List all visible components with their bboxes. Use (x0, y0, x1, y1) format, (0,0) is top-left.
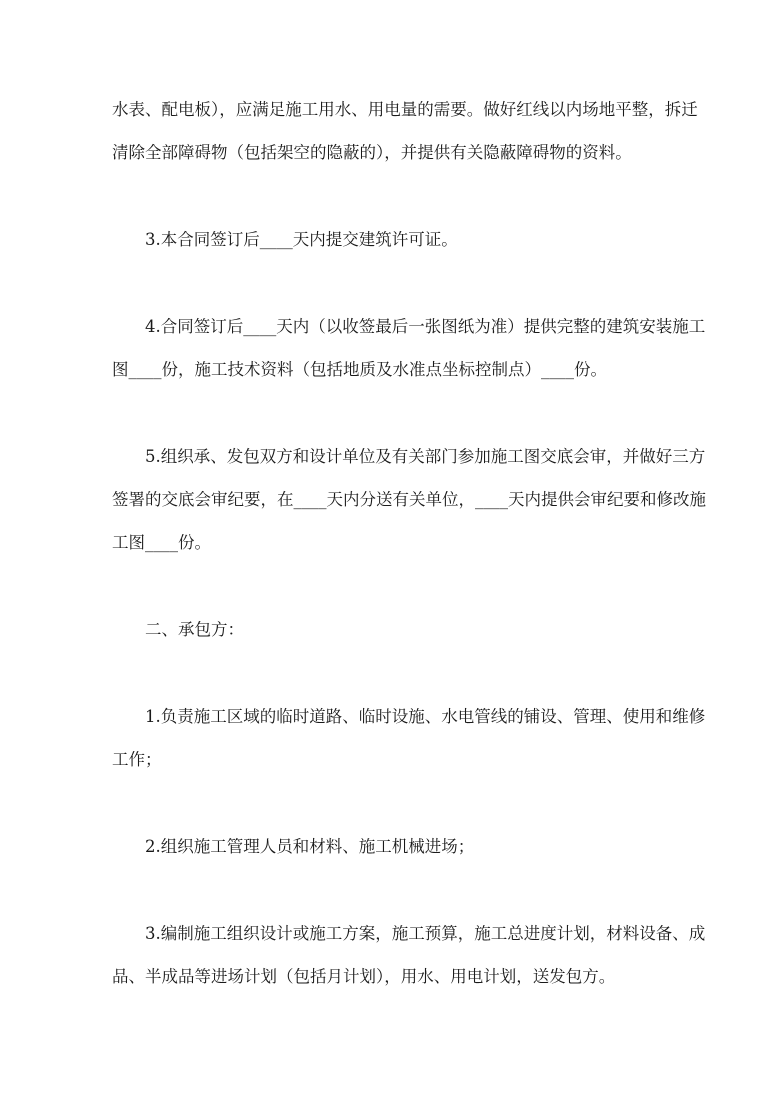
paragraph-line: 品、半成品等进场计划（包括月计划），用水、用电计划，送发包方。 (112, 967, 616, 986)
paragraph-line: 水表、配电板），应满足施工用水、用电量的需要。做好红线以内场地平整，拆迁 (112, 100, 698, 119)
paragraph-line: 1.负责施工区域的临时道路、临时设施、水电管线的铺设、管理、使用和维修 (145, 707, 706, 726)
paragraph-line: 清除全部障碍物（包括架空的隐蔽的），并提供有关隐蔽障碍物的资料。 (112, 143, 632, 162)
paragraph-line: 工作； (112, 750, 162, 769)
paragraph-line: 图____份，施工技术资料（包括地质及水准点坐标控制点）____份。 (112, 360, 607, 379)
paragraph-line: 4.合同签订后____天内（以收签最后一张图纸为准）提供完整的建筑安装施工 (145, 317, 706, 336)
paragraph-line: 3.编制施工组织设计或施工方案，施工预算，施工总进度计划，材料设备、成 (145, 924, 706, 943)
paragraph-line: 工图____份。 (112, 533, 211, 552)
paragraph-line: 签署的交底会审纪要，在____天内分送有关单位，____天内提供会审纪要和修改施 (112, 490, 706, 509)
section-heading: 二、承包方： (145, 620, 244, 639)
paragraph-line: 2.组织施工管理人员和材料、施工机械进场； (145, 837, 475, 856)
paragraph-line: 5.组织承、发包双方和设计单位及有关部门参加施工图交底会审，并做好三方 (145, 447, 706, 466)
paragraph-line: 3.本合同签订后____天内提交建筑许可证。 (145, 230, 458, 249)
